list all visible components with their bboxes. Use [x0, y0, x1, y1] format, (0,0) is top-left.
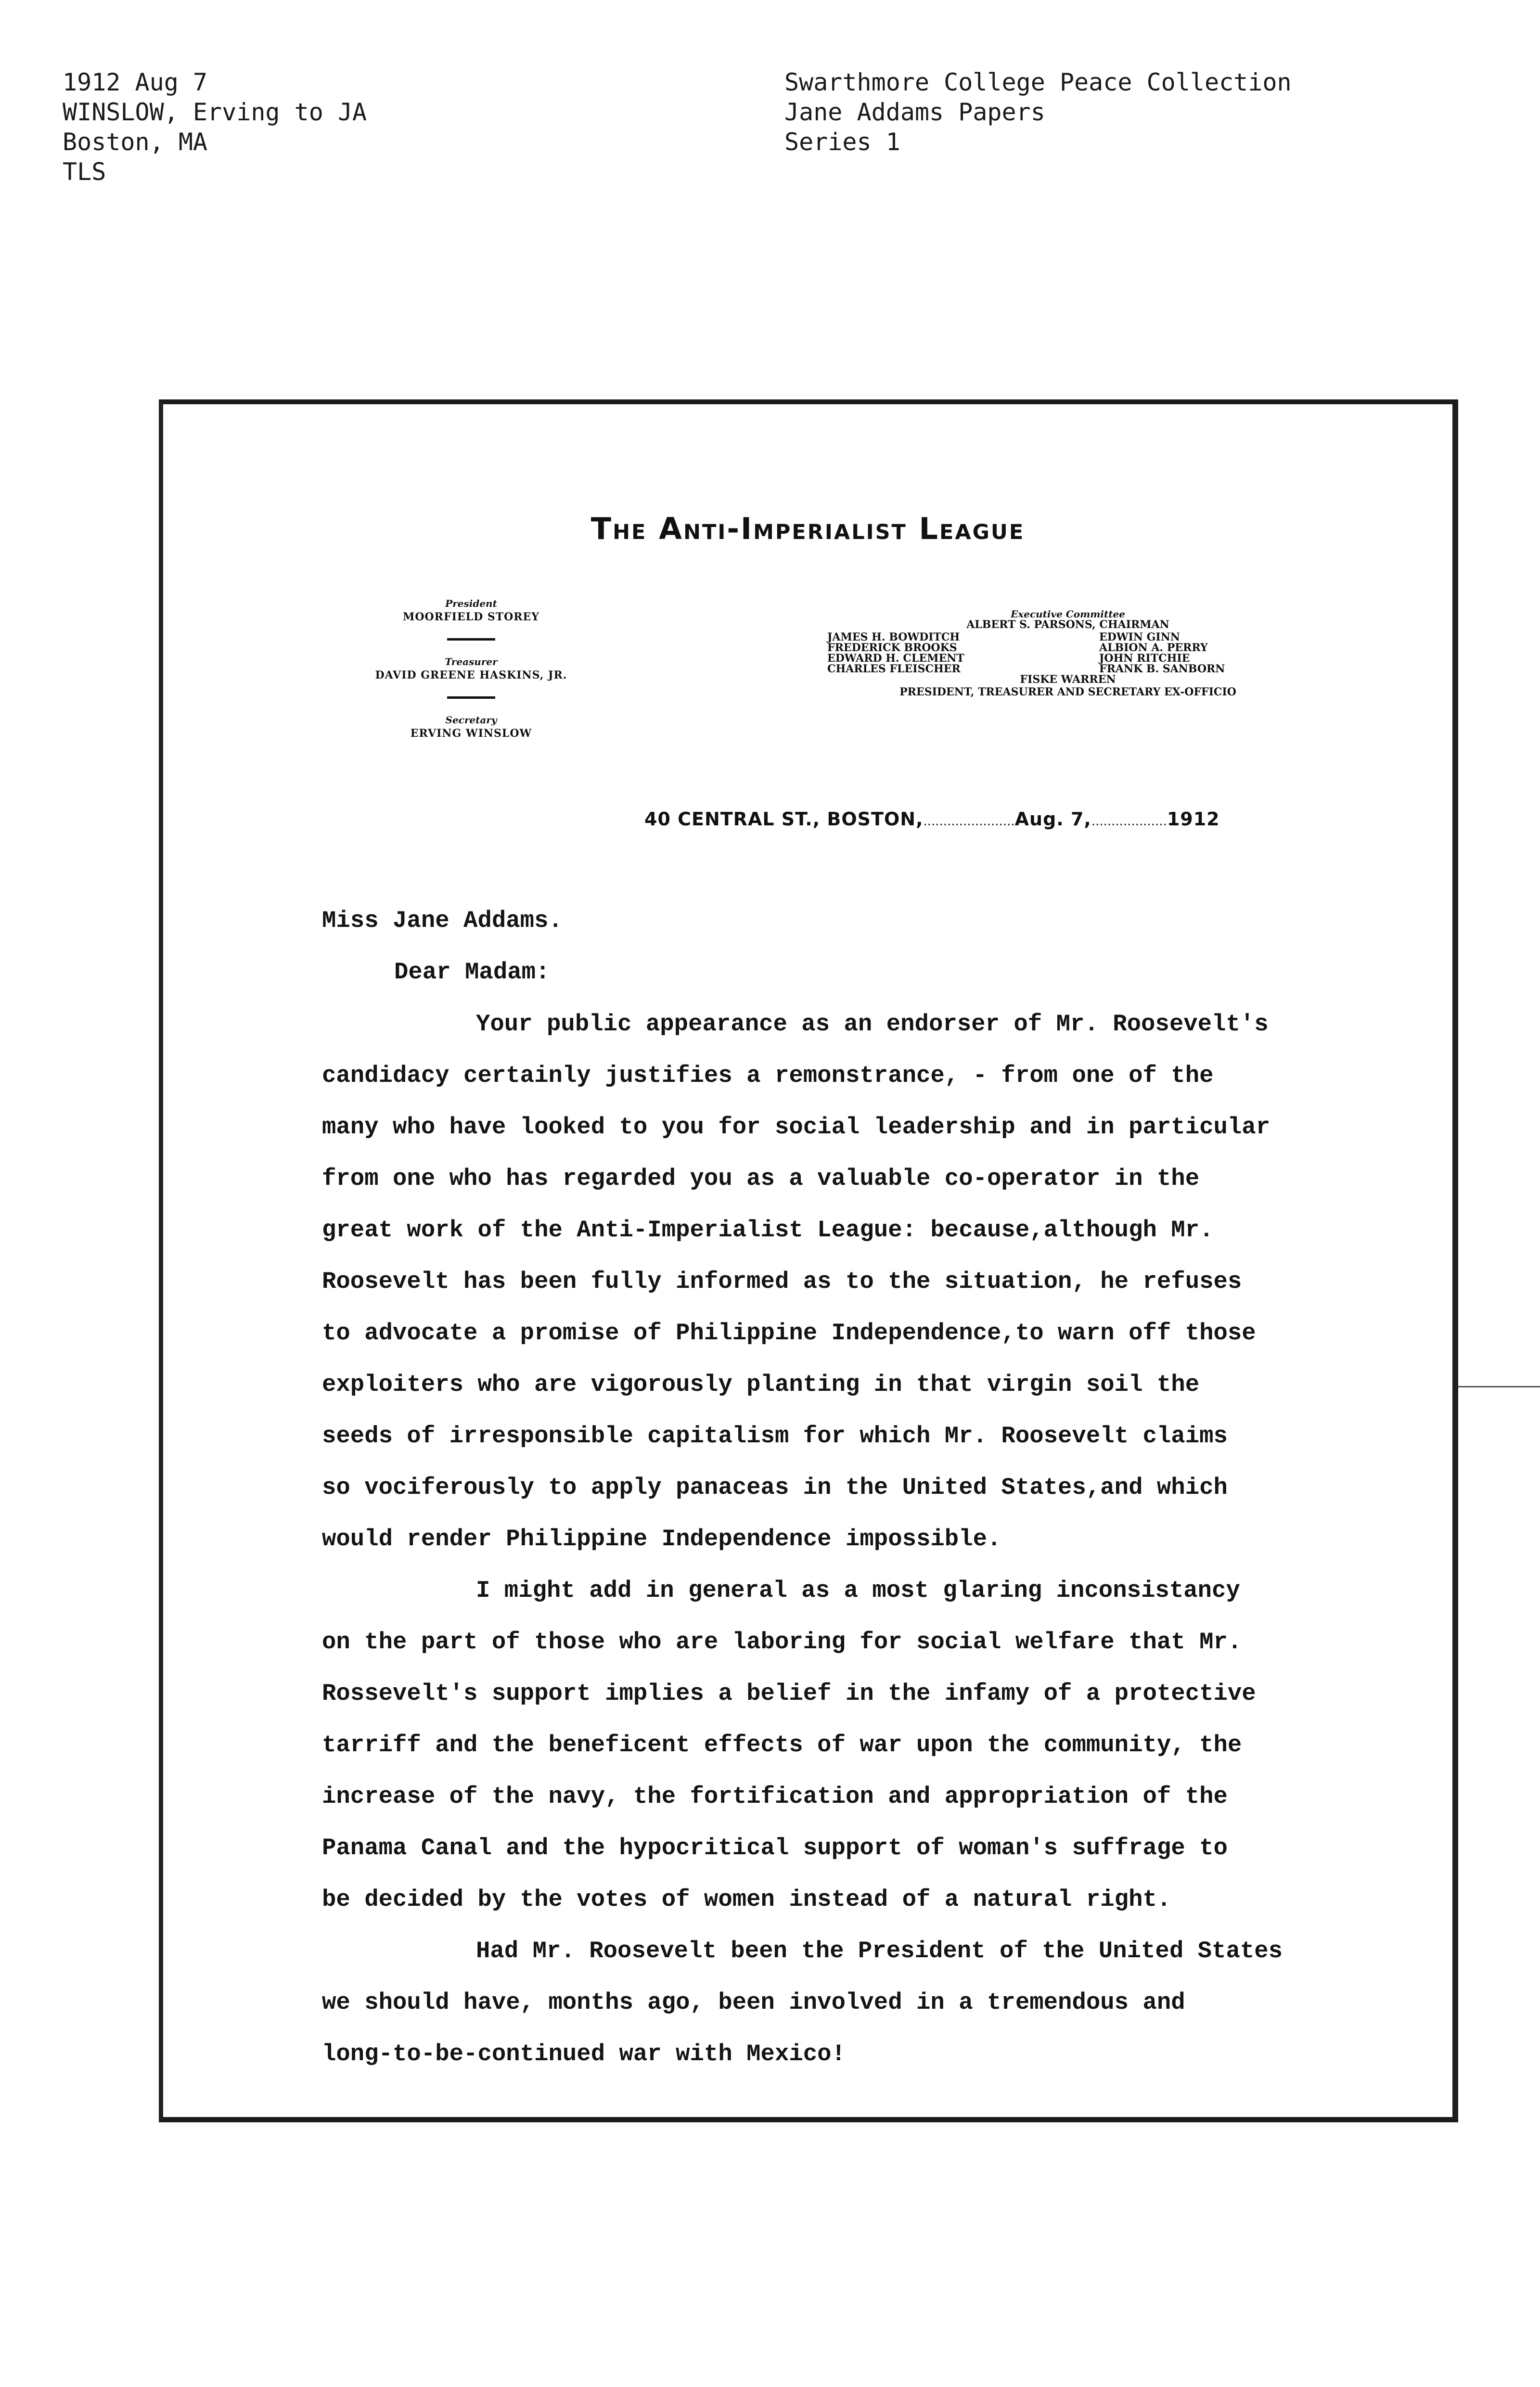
committee-member: JAMES H. BOWDITCH — [827, 631, 960, 643]
body-line: from one who has regarded you as a valuable co-operator in the — [322, 1165, 1200, 1192]
executive-committee — [827, 609, 1309, 697]
committee-member: CHARLES FLEISCHER — [827, 663, 961, 675]
body-line: would render Philippine Independence impossible. — [322, 1526, 1001, 1553]
archive-doc-type: TLS — [63, 158, 106, 186]
divider — [447, 696, 495, 699]
body-line: be decided by the votes of women instead of a natural right. — [322, 1886, 1171, 1913]
committee-member: FISKE WARREN — [1020, 673, 1116, 686]
body-line: so vociferously to apply panaceas in the United States,and which — [322, 1474, 1228, 1501]
officer-role: Secretary — [445, 714, 497, 726]
letter-date: Aug. 7, — [1014, 808, 1091, 830]
archive-collection — [784, 67, 1292, 157]
collection-name: Swarthmore College Peace Collection — [784, 68, 1292, 96]
recipient: Miss Jane Addams. — [322, 907, 563, 934]
committee-member: FREDERICK BROOKS — [827, 642, 957, 654]
collection-series: Series 1 — [784, 128, 900, 156]
collection-papers: Jane Addams Papers — [784, 98, 1045, 126]
committee-members — [827, 632, 1309, 674]
officer-name: ERVING WINSLOW — [410, 727, 532, 740]
body-line: Had Mr. Roosevelt been the President of the United States — [476, 1938, 1283, 1964]
body-line: increase of the navy, the fortification and appropriation of the — [322, 1783, 1228, 1810]
officers-list — [351, 597, 591, 755]
body-line: Roosevelt has been fully informed as to the situation, he refuses — [322, 1268, 1242, 1295]
officer-name: MOORFIELD STOREY — [402, 611, 540, 623]
committee-member: JOHN RITCHIE — [1099, 652, 1190, 665]
body-line: Rossevelt's support implies a belief in the infamy of a protective — [322, 1680, 1256, 1707]
officer-role: Treasurer — [445, 656, 498, 667]
committee-member: EDWARD H. CLEMENT — [827, 652, 964, 665]
letter-year: 1912 — [1167, 808, 1220, 830]
archive-date: 1912 Aug 7 — [63, 68, 208, 96]
street-address: 40 CENTRAL ST., BOSTON, — [644, 808, 924, 830]
address-date-line: 40 CENTRAL ST., BOSTON,.......................Aug. 7,...................1912 — [644, 808, 1220, 830]
committee-member: EDWIN GINN — [1099, 631, 1180, 643]
letterhead-title: The Anti-Imperialist League — [590, 511, 1025, 546]
body-line: to advocate a promise of Philippine Independence,to warn off those — [322, 1320, 1256, 1347]
committee-chair: ALBERT S. PARSONS, CHAIRMAN — [966, 618, 1169, 631]
sheet-edge-mark — [1458, 1386, 1540, 1387]
officer-secretary — [351, 713, 591, 740]
archive-correspondents: WINSLOW, Erving to JA — [63, 98, 367, 126]
salutation: Dear Madam: — [394, 959, 550, 986]
committee-ex-officio: PRESIDENT, TREASURER AND SECRETARY EX-OFFICIO — [899, 686, 1236, 698]
body-line: seeds of irresponsible capitalism for which Mr. Roosevelt claims — [322, 1423, 1228, 1450]
archive-place: Boston, MA — [63, 128, 208, 156]
officer-treasurer — [351, 655, 591, 682]
body-line: we should have, months ago, been involved in a tremendous and — [322, 1989, 1185, 2016]
committee-column-right — [1037, 632, 1309, 674]
body-line: Your public appearance as an endorser of Mr. Roosevelt's — [476, 1011, 1269, 1038]
body-line: many who have looked to you for social leadership and in particular — [322, 1114, 1270, 1141]
body-line: Panama Canal and the hypocritical support of woman's suffrage to — [322, 1835, 1228, 1861]
archive-citation — [63, 67, 367, 187]
officer-role: President — [445, 598, 497, 609]
officer-president — [351, 597, 591, 624]
body-line: long-to-be-continued war with Mexico! — [322, 2040, 846, 2067]
committee-heading: Executive Committee — [1011, 608, 1125, 620]
body-line: great work of the Anti-Imperialist League: because,although Mr. — [322, 1217, 1214, 1244]
divider — [447, 638, 495, 641]
body-line: I might add in general as a most glaring inconsistancy — [476, 1577, 1240, 1604]
body-line: exploiters who are vigorously planting in that virgin soil the — [322, 1371, 1200, 1398]
body-line: on the part of those who are laboring for social welfare that Mr. — [322, 1629, 1242, 1656]
body-line: tarriff and the beneficent effects of war upon the community, the — [322, 1732, 1242, 1758]
officer-name: DAVID GREENE HASKINS, JR. — [375, 669, 567, 681]
committee-member: ALBION A. PERRY — [1099, 642, 1208, 654]
body-line: candidacy certainly justifies a remonstrance, - from one of the — [322, 1062, 1214, 1089]
committee-column-left — [827, 632, 1037, 674]
committee-member: FRANK B. SANBORN — [1099, 663, 1225, 675]
letter-sheet — [159, 399, 1458, 2122]
